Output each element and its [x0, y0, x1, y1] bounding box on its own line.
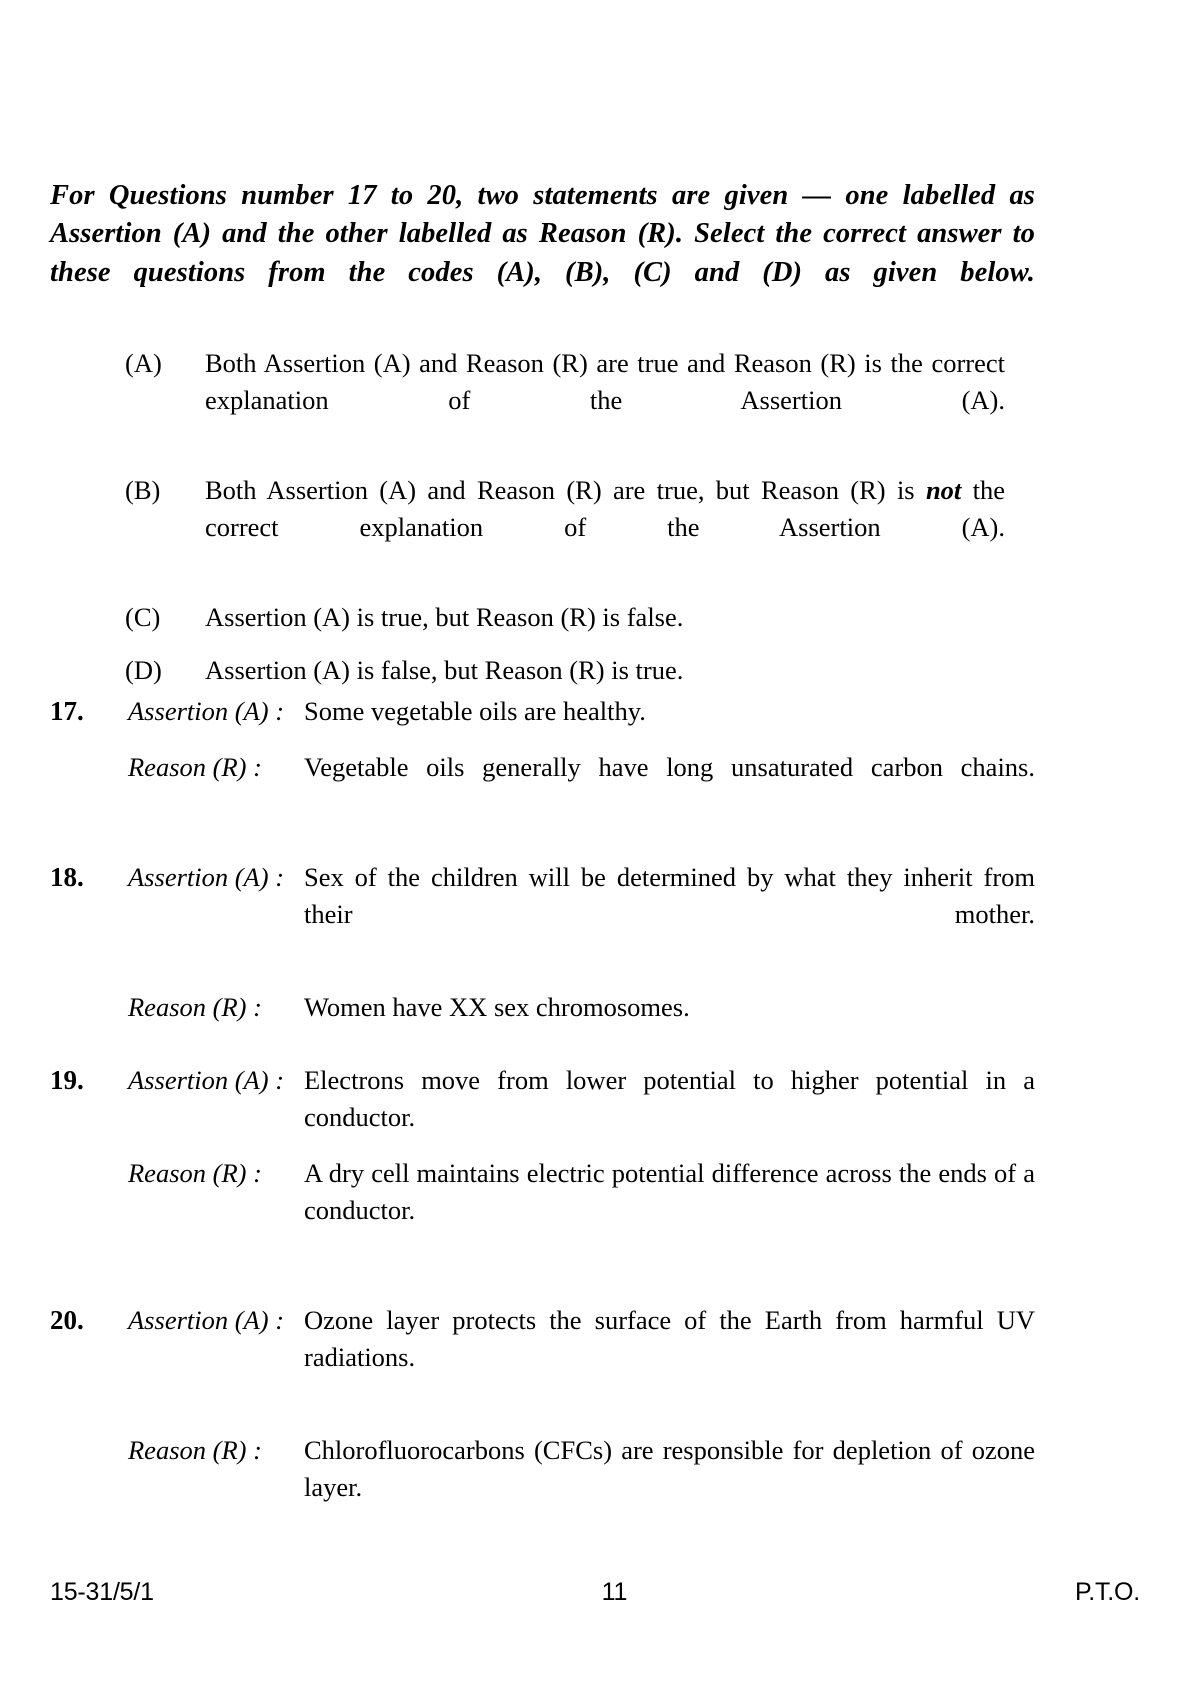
question-19-reason-label: Reason (R) : [128, 1158, 262, 1188]
question-20-number: 20. [50, 1305, 84, 1335]
question-17-assertion-text: Some vegetable oils are healthy. [304, 696, 646, 726]
answer-codes-list [125, 345, 1005, 689]
option-d [125, 652, 1005, 689]
page-footer [50, 1578, 1140, 1607]
question-20-reason-text: Chlorofluorocarbons (CFCs) are responsible for depletion of ozone layer. [304, 1435, 1035, 1502]
option-b-text [205, 472, 1005, 583]
option-a-label: (A) [125, 348, 162, 378]
option-a-text-main: Both Assertion (A) and Reason (R) are true and Reason (R) is the correct explanation of the Assertion (A). [205, 348, 1005, 415]
question-19-reason-text: A dry cell maintains electric potential difference across the ends of a conductor. [304, 1158, 1035, 1225]
question-18-number: 18. [50, 862, 84, 892]
question-18-reason-label: Reason (R) : [128, 992, 262, 1022]
question-17-reason-text: Vegetable oils generally have long unsaturated carbon chains. [304, 752, 1035, 782]
option-c-label: (C) [125, 602, 161, 632]
question-20-reason-label: Reason (R) : [128, 1435, 262, 1465]
question-20-reason-line [50, 1432, 1035, 1543]
option-c-text [205, 599, 1005, 636]
option-b-label: (B) [125, 475, 161, 505]
question-18-assertion-text: Sex of the children will be determined by what they inherit from their mother. [304, 862, 1035, 929]
question-18-assertion-label: Assertion (A) : [128, 862, 285, 892]
option-b [125, 472, 1005, 583]
instruction-paragraph: For Questions number 17 to 20, two statements are given — one labelled as Assertion (A) and the other labelled as Reason (R). Select the correct answer to these questions from the codes (A), (B), (C) and (D) as given below. [50, 179, 1035, 288]
question-20 [50, 1302, 1035, 1543]
question-19-assertion-line [50, 1062, 1035, 1136]
option-d-text [205, 652, 1005, 689]
question-19 [50, 1062, 1035, 1266]
question-17-reason-line [50, 749, 1035, 823]
question-19-assertion-text: Electrons move from lower potential to higher potential in a conductor. [304, 1065, 1035, 1132]
question-17 [50, 693, 1035, 823]
question-18-assertion-line [50, 859, 1035, 970]
option-c-text-main: Assertion (A) is true, but Reason (R) is false. [205, 602, 684, 632]
question-17-assertion-line [50, 693, 1035, 730]
questions-list [50, 693, 1035, 1543]
question-19-reason-line [50, 1155, 1035, 1266]
question-20-assertion-line [50, 1302, 1035, 1413]
question-19-assertion-label: Assertion (A) : [128, 1065, 285, 1095]
option-c [125, 599, 1005, 636]
option-a [125, 345, 1005, 456]
option-b-text-tail: the correct explanation of the Assertion (A). [205, 475, 1005, 542]
option-d-label: (D) [125, 655, 162, 685]
question-18-reason-text: Women have XX sex chromosomes. [304, 992, 690, 1022]
question-20-assertion-text: Ozone layer protects the surface of the Earth from harmful UV radiations. [304, 1305, 1035, 1372]
option-a-text [205, 345, 1005, 456]
option-d-text-main: Assertion (A) is false, but Reason (R) is true. [205, 655, 684, 685]
turn-over-label: P.T.O. [1074, 1578, 1140, 1606]
question-18-reason-line [50, 989, 1035, 1026]
option-b-emphasis-not: not [925, 475, 962, 505]
question-19-number: 19. [50, 1065, 84, 1095]
page-number: 11 [601, 1578, 628, 1606]
question-17-number: 17. [50, 696, 84, 726]
paper-code: 15-31/5/1 [50, 1578, 154, 1606]
question-20-assertion-label: Assertion (A) : [128, 1305, 285, 1335]
question-18 [50, 859, 1035, 1026]
question-17-reason-label: Reason (R) : [128, 752, 262, 782]
question-17-assertion-label: Assertion (A) : [128, 696, 285, 726]
option-b-text-lead: Both Assertion (A) and Reason (R) are true, but Reason (R) is [205, 475, 926, 505]
